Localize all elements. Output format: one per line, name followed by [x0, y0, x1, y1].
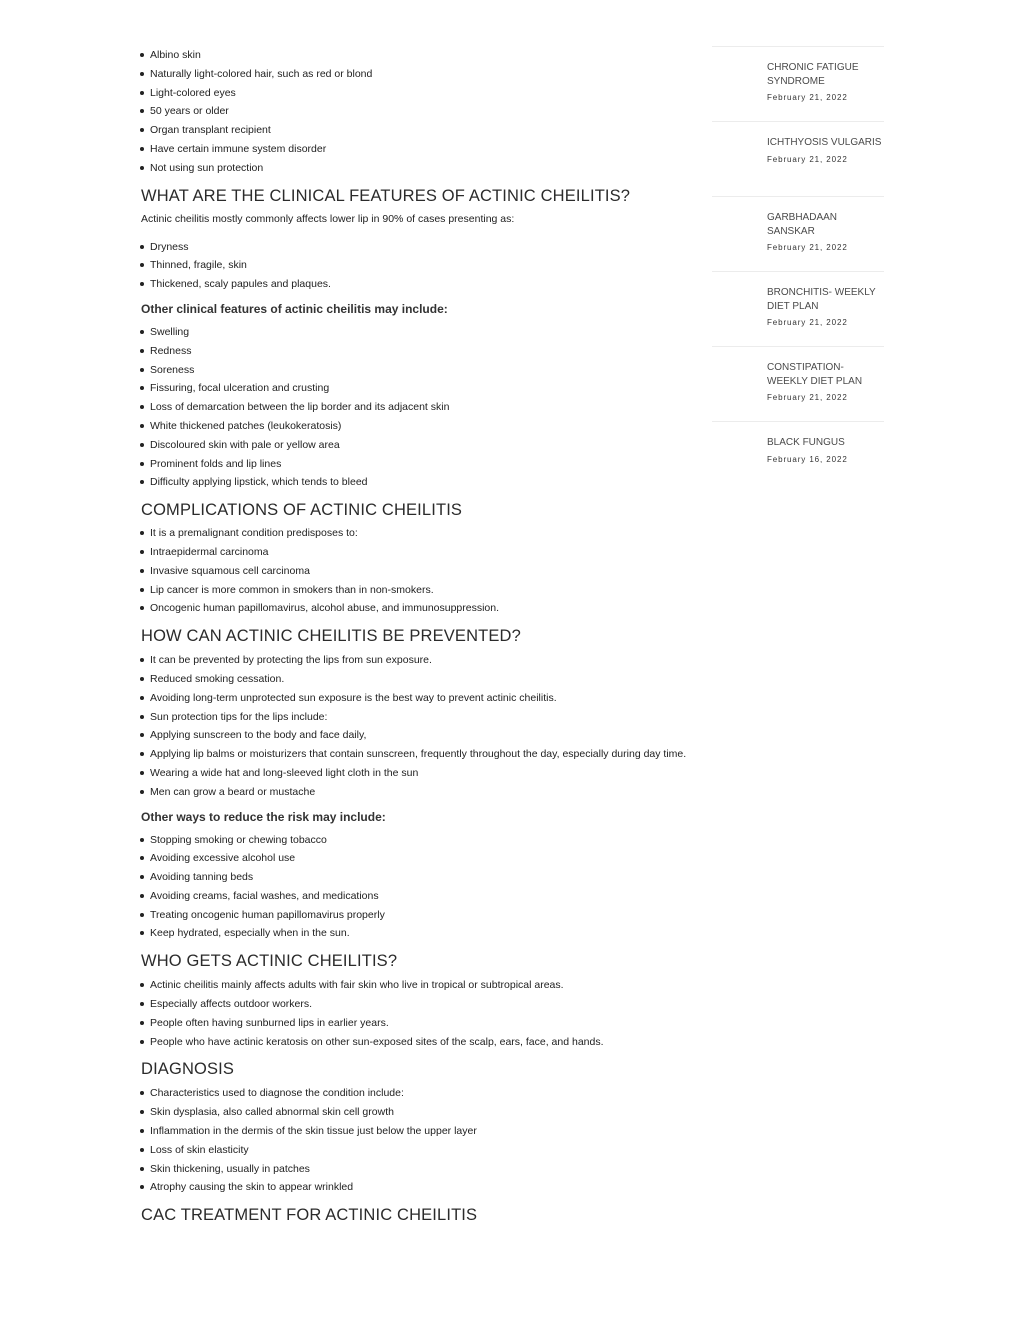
list-item: Not using sun protection	[141, 159, 701, 178]
sidebar-post-title[interactable]: BRONCHITIS- WEEKLY DIET PLAN	[767, 287, 876, 312]
who-gets-heading: WHO GETS ACTINIC CHEILITIS?	[141, 952, 398, 971]
list-item: Soreness	[141, 361, 701, 380]
list-item: Have certain immune system disorder	[141, 140, 701, 159]
sidebar-post-title[interactable]: BLACK FUNGUS	[767, 437, 845, 448]
list-item: People who have actinic keratosis on other sun-exposed sites of the scalp, ears, face, and hands.	[141, 1033, 701, 1052]
sidebar-post-date: February 16, 2022	[767, 454, 848, 464]
list-item: Swelling	[141, 323, 701, 342]
list-item: 50 years or older	[141, 102, 701, 121]
list-item: Characteristics used to diagnose the condition include:	[141, 1084, 701, 1103]
clinical-features-intro: Actinic cheilitis mostly commonly affects lower lip in 90% of cases presenting as:	[141, 212, 515, 225]
sidebar-post-title[interactable]: CHRONIC FATIGUE SYNDROME	[767, 62, 859, 87]
sidebar-post-date: February 21, 2022	[767, 154, 848, 164]
sidebar-post-date: February 21, 2022	[767, 243, 848, 252]
list-item: Difficulty applying lipstick, which tends to bleed	[141, 473, 701, 492]
list-item: Atrophy causing the skin to appear wrinkled	[141, 1178, 701, 1197]
sidebar-post[interactable]	[712, 196, 884, 271]
treatment-heading: CAC TREATMENT FOR ACTINIC CHEILITIS	[141, 1206, 478, 1225]
list-item: Discoloured skin with pale or yellow area	[141, 436, 701, 455]
sidebar-post[interactable]	[712, 346, 884, 421]
other-clinical-features-heading: Other clinical features of actinic cheilitis may include:	[141, 301, 448, 316]
list-item: Organ transplant recipient	[141, 121, 701, 140]
list-item: Especially affects outdoor workers.	[141, 995, 701, 1014]
who-gets-list	[141, 976, 701, 1051]
list-item: Actinic cheilitis mainly affects adults with fair skin who live in tropical or subtropical areas.	[141, 976, 701, 995]
list-item: Prominent folds and lip lines	[141, 455, 701, 474]
complications-list	[141, 524, 701, 618]
other-ways-heading: Other ways to reduce the risk may include:	[141, 809, 386, 824]
clinical-features-list	[141, 238, 701, 294]
list-item: Light-colored eyes	[141, 84, 701, 103]
list-item: Invasive squamous cell carcinoma	[141, 562, 701, 581]
diagnosis-list	[141, 1084, 701, 1197]
list-item: Thickened, scaly papules and plaques.	[141, 275, 701, 294]
sidebar-post-title[interactable]: GARBHADAAN SANSKAR	[767, 212, 838, 237]
sidebar-post-title[interactable]: ICHTHYOSIS VULGARIS	[767, 137, 882, 148]
list-item: Avoiding excessive alcohol use	[141, 849, 701, 868]
list-item: Stopping smoking or chewing tobacco	[141, 831, 701, 850]
list-item: Naturally light-colored hair, such as red or blond	[141, 65, 701, 84]
list-item: Thinned, fragile, skin	[141, 256, 701, 275]
list-item: Men can grow a beard or mustache	[141, 783, 701, 802]
list-item: Avoiding tanning beds	[141, 868, 701, 887]
list-item: Albino skin	[141, 46, 701, 65]
list-item: Inflammation in the dermis of the skin tissue just below the upper layer	[141, 1122, 701, 1141]
list-item: Oncogenic human papillomavirus, alcohol abuse, and immunosuppression.	[141, 599, 701, 618]
list-item: Intraepidermal carcinoma	[141, 543, 701, 562]
list-item: Applying lip balms or moisturizers that contain sunscreen, frequently throughout the day, especially during day time.	[141, 745, 701, 764]
list-item: People often having sunburned lips in earlier years.	[141, 1014, 701, 1033]
risk-factors-list	[141, 46, 701, 178]
list-item: Skin dysplasia, also called abnormal skin cell growth	[141, 1103, 701, 1122]
sidebar-post[interactable]	[712, 46, 884, 121]
list-item: White thickened patches (leukokeratosis)	[141, 417, 701, 436]
clinical-features-heading: WHAT ARE THE CLINICAL FEATURES OF ACTINIC CHEILITIS?	[141, 186, 631, 205]
list-item: Fissuring, focal ulceration and crusting	[141, 379, 701, 398]
list-item: Lip cancer is more common in smokers than in non-smokers.	[141, 581, 701, 600]
sidebar-post-date: February 21, 2022	[767, 393, 848, 402]
prevention-list	[141, 651, 701, 801]
list-item: Dryness	[141, 238, 701, 257]
list-item: Treating oncogenic human papillomavirus properly	[141, 906, 701, 925]
recent-posts-sidebar	[712, 46, 884, 496]
sidebar-post[interactable]	[712, 421, 884, 496]
diagnosis-heading: DIAGNOSIS	[141, 1060, 235, 1079]
list-item: Redness	[141, 342, 701, 361]
list-item: Skin thickening, usually in patches	[141, 1160, 701, 1179]
sidebar-post[interactable]	[712, 121, 884, 196]
list-item: It is a premalignant condition predisposes to:	[141, 524, 701, 543]
article-content	[141, 46, 701, 1226]
list-item: Applying sunscreen to the body and face daily,	[141, 726, 701, 745]
list-item: Sun protection tips for the lips include:	[141, 708, 701, 727]
sidebar-post[interactable]	[712, 271, 884, 346]
list-item: Keep hydrated, especially when in the sun.	[141, 924, 701, 943]
list-item: Avoiding long-term unprotected sun exposure is the best way to prevent actinic cheilitis.	[141, 689, 701, 708]
other-ways-list	[141, 831, 701, 944]
list-item: Reduced smoking cessation.	[141, 670, 701, 689]
sidebar-post-title[interactable]: CONSTIPATION- WEEKLY DIET PLAN	[767, 362, 863, 387]
list-item: Wearing a wide hat and long-sleeved light cloth in the sun	[141, 764, 701, 783]
sidebar-post-date: February 21, 2022	[767, 93, 848, 102]
sidebar-post-date: February 21, 2022	[767, 318, 848, 327]
list-item: Avoiding creams, facial washes, and medications	[141, 887, 701, 906]
list-item: Loss of demarcation between the lip border and its adjacent skin	[141, 398, 701, 417]
complications-heading: COMPLICATIONS OF ACTINIC CHEILITIS	[141, 501, 463, 520]
list-item: Loss of skin elasticity	[141, 1141, 701, 1160]
other-clinical-features-list	[141, 323, 701, 492]
prevention-heading: HOW CAN ACTINIC CHEILITIS BE PREVENTED?	[141, 627, 521, 646]
list-item: It can be prevented by protecting the lips from sun exposure.	[141, 651, 701, 670]
